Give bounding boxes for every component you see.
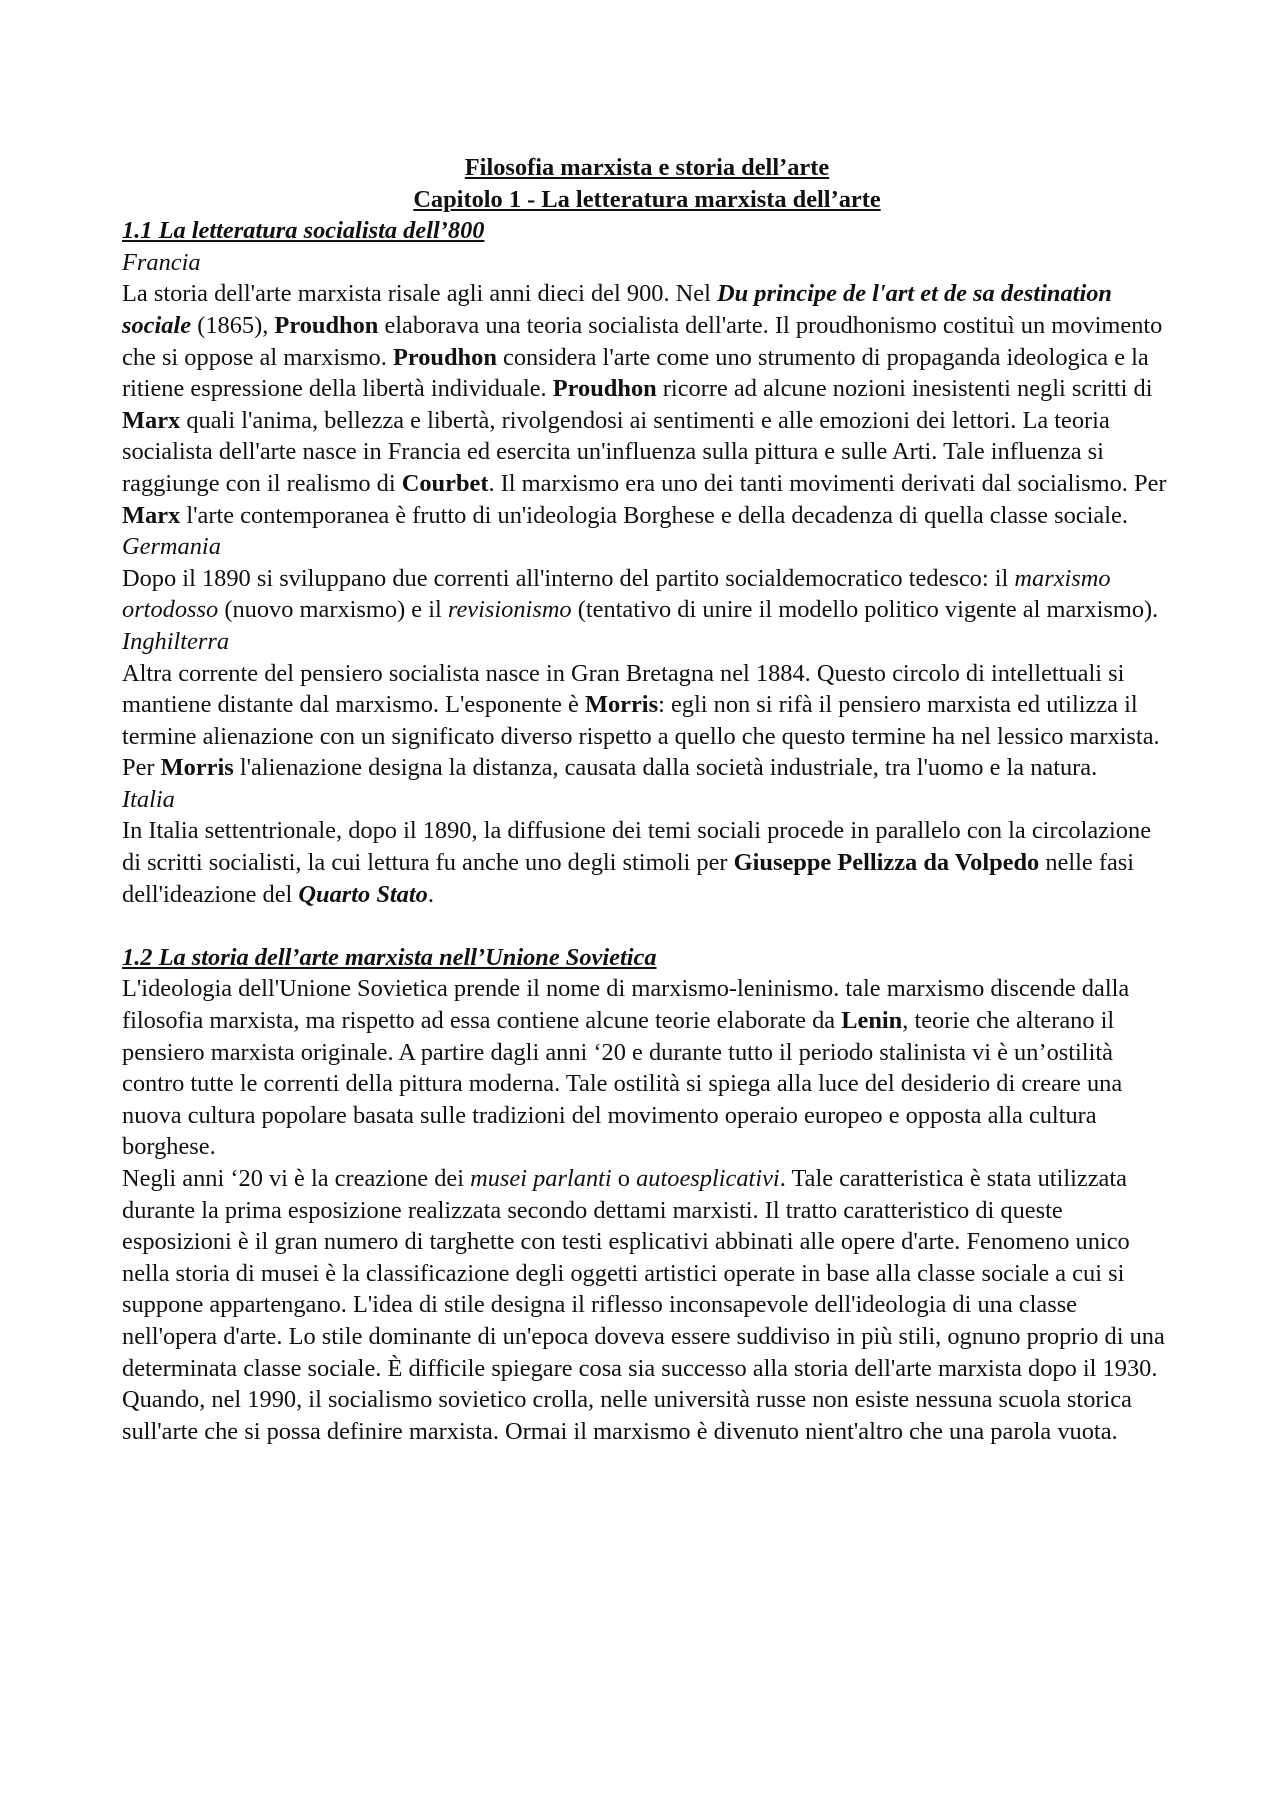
text-run: . Il marxismo era uno dei tanti movimenti derivati dal socialismo. Per: [488, 469, 1167, 497]
text-run: L'ideologia dell'Unione Sovietica prende il nome di marxismo-leninismo. tale marxismo discende dalla filosofia marxista, ma rispetto ad essa contiene alcune teorie elaborate da: [122, 975, 1130, 1035]
text-run: Negli anni ‘20 vi è la creazione dei: [122, 1165, 471, 1192]
text-run: Dopo il 1890 si sviluppano due correnti all'interno del partito socialdemocratico tedesco: il: [122, 564, 1015, 592]
name-lenin: Lenin: [841, 1007, 903, 1035]
name-proudhon: Proudhon: [392, 343, 497, 371]
work-title: Du principe de l'art et de sa destination sociale: [122, 280, 1112, 339]
subheading-francia: Francia: [122, 248, 201, 276]
name-proudhon: Proudhon: [552, 375, 657, 403]
term-italic: revisionismo: [447, 596, 572, 624]
text-run: l'arte contemporanea è frutto di un'ideologia Borghese e della decadenza di quella classe sociale.: [180, 501, 1128, 529]
paragraph-spacer: [122, 910, 1172, 942]
term-italic: autoesplicativi: [636, 1165, 780, 1192]
term-italic: musei parlanti: [470, 1165, 612, 1192]
paragraph-unione-sovietica-1: [122, 973, 1172, 1163]
text-run: . Tale caratteristica è stata utilizzata durante la prima esposizione realizzata secondo dettami marxisti. Il tratto caratteristico di queste esposizioni è il gran numero di targhette con testi esplicativi abbinati alle opere d'arte. Fenomeno unico nella storia di musei è la classificazione degli oggetti artistici operate in base alla classe sociale a cui si suppone appartengano. L'idea di stile designa il riflesso inconsapevole dell'ideologia di una classe nell'opera d'arte. Lo stile dominante di un'epoca doveva essere suddiviso in più stili, ognuno proprio di una determinata classe sociale. È difficile spiegare cosa sia successo alla storia dell'arte marxista dopo il 1930. Quando, nel 1990, il socialismo sovietico crolla, nelle università russe non esiste nessuna scuola storica sull'arte che si possa definire marxista. Ormai il marxismo è divenuto nient'altro che una parola vuota.: [122, 1165, 1165, 1445]
paragraph-inghilterra: [122, 658, 1172, 784]
text-run: In Italia settentrionale, dopo il 1890, la diffusione dei temi sociali procede in parallelo con la circolazione di scritti socialisti, la cui lettura fu anche uno degli stimoli per: [122, 817, 1152, 877]
text-run: La storia dell'arte marxista risale agli anni dieci del 900. Nel: [122, 280, 717, 308]
text-run: quali l'anima, bellezza e libertà, rivolgendosi ai sentimenti e alle emozioni dei lettori. La teoria socialista dell'arte nasce in Francia ed esercita un'influenza sulla pittura e sulle Arti. Tale influenza si raggiunge con il realismo di: [122, 406, 1110, 497]
document-title: Filosofia marxista e storia dell’arte: [464, 154, 830, 181]
text-run: considera l'arte come uno strumento di propaganda ideologica e la ritiene espressione della libertà individuale.: [122, 343, 1149, 403]
text-run: , teorie che alterano il pensiero marxista originale. A partire dagli anni ‘20 e durante tutto il periodo stalinista vi è un’ostilità contro tutte le correnti della pittura moderna. Tale ostilità si spiega alla luce del desiderio di creare una nuova cultura popolare basata sulle tradizioni del movimento operaio europeo e opposta alla cultura borghese.: [122, 1007, 1123, 1161]
paragraph-italia: [122, 815, 1172, 910]
chapter-title: Capitolo 1 - La letteratura marxista dell’arte: [413, 185, 881, 213]
name-marx: Marx: [122, 406, 181, 434]
section-1-heading: 1.1 La letteratura socialista dell’800: [122, 217, 485, 245]
text-run: (tentativo di unire il modello politico vigente al marxismo).: [571, 596, 1159, 624]
name-courbet: Courbet: [401, 469, 489, 497]
text-run: (1865),: [191, 311, 275, 339]
name-marx: Marx: [122, 501, 181, 529]
name-morris: Morris: [160, 754, 234, 782]
paragraph-francia: [122, 278, 1172, 531]
subheading-inghilterra: Inghilterra: [122, 627, 230, 655]
text-run: .: [427, 880, 434, 908]
name-pellizza: Giuseppe Pellizza da Volpedo: [733, 849, 1040, 877]
document-page: [122, 152, 1172, 1447]
paragraph-germania: [122, 563, 1172, 626]
name-proudhon: Proudhon: [274, 311, 379, 339]
name-morris: Morris: [584, 691, 659, 719]
text-run: nelle fasi dell'ideazione del: [122, 849, 1135, 908]
text-run: : egli non si rifà il pensiero marxista ed utilizza il termine alienazione con un significato diverso rispetto a quello che questo termine ha nel lessico marxista. Per: [122, 691, 1160, 782]
subheading-italia: Italia: [122, 785, 175, 813]
text-run: ricorre ad alcune nozioni inesistenti negli scritti di: [656, 375, 1153, 403]
text-run: l'alienazione designa la distanza, causata dalla società industriale, tra l'uomo e la natura.: [233, 754, 1098, 782]
text-run: o: [611, 1165, 637, 1192]
text-run: Altra corrente del pensiero socialista nasce in Gran Bretagna nel 1884. Questo circolo di intellettuali si mantiene distante dal marxismo. L'esponente è: [122, 659, 1125, 719]
section-2-heading: 1.2 La storia dell’arte marxista nell’Unione Sovietica: [122, 943, 657, 971]
paragraph-unione-sovietica-2: [122, 1163, 1172, 1447]
work-title: Quarto Stato: [298, 880, 428, 908]
text-run: (nuovo marxismo) e il: [218, 596, 448, 624]
text-run: elaborava una teoria socialista dell'arte. Il proudhonismo costituì un movimento che si oppose al marxismo.: [122, 311, 1163, 371]
subheading-germania: Germania: [122, 533, 221, 561]
term-italic: marxismo ortodosso: [122, 564, 1111, 624]
